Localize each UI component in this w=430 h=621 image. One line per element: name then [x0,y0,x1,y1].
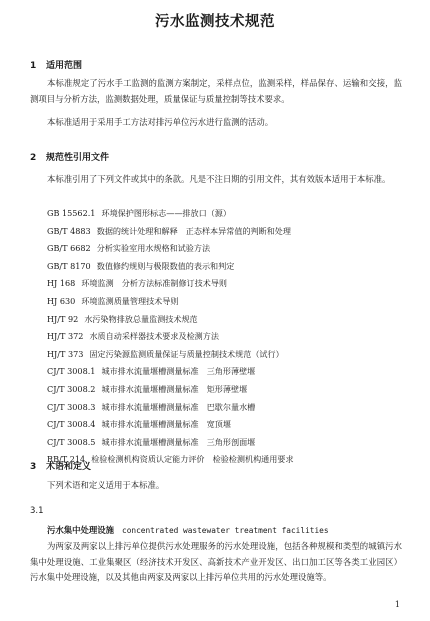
reference-code: CJ/T 3008.4 [47,419,96,430]
reference-title: 水污染物排放总量监测技术规范 [84,313,198,324]
reference-item [47,261,234,272]
page-title: 污水监测技术规范 [155,14,275,30]
reference-item [47,278,227,289]
reference-title: 城市排水流量堰槽测量标准 矩形薄壁堰 [101,384,248,394]
reference-code: HJ 168 [47,278,76,289]
reference-title: 分析实验室用水规格和试验方法 [96,243,211,254]
term-chinese: 污水集中处理设施 [47,525,114,535]
reference-item [47,314,198,325]
term-entry [47,524,329,536]
reference-title: 环境监测 分析方法标准制修订技术导则 [81,278,228,289]
reference-item [47,349,284,360]
reference-item [47,243,210,254]
reference-item [47,296,178,307]
reference-title: 数据的统计处理和解释 正态样本异常值的判断和处理 [96,225,291,236]
reference-title: 城市排水流量堰槽测量标准 三角形剖面堰 [101,436,256,447]
page-number: 1 [394,600,400,609]
term-definition: 为两家及两家以上排污单位提供污水处理服务的污水处理设施，包括各种规模和类型的城镇污水集中处理设施、工业集聚区（经济技术开发区、高新技术产业开发区、出口加工区等各类工业园区）污水集中处理设施，以及其他由两家及两家以上排污单位共用的污水处理设施等。 [30,541,402,582]
reference-code: GB/T 8170 [47,260,91,271]
reference-title: 数值修约规则与极限数值的表示和判定 [96,260,235,271]
reference-item [47,366,255,377]
reference-item [47,208,231,219]
reference-item [47,226,291,237]
reference-item [47,402,255,413]
reference-code: CJ/T 3008.3 [47,401,96,412]
section-title: 规范性引用文件 [46,153,110,163]
reference-title: 水质自动采样器技术要求及检测方法 [89,331,219,342]
reference-code: GB/T 4883 [47,225,91,236]
section-number: 1 [30,61,37,71]
section-heading-1 [30,58,82,71]
reference-title: 环境保护图形标志——排放口（源） [101,208,231,218]
section-title: 适用范围 [46,61,83,71]
reference-code: CJ/T 3008.1 [47,366,96,377]
paragraph: 下列术语和定义适用于本标准。 [47,480,165,490]
reference-code: GB/T 6682 [47,243,91,254]
reference-code: CJ/T 3008.5 [47,436,96,447]
reference-title: 环境监测质量管理技术导则 [81,296,179,306]
reference-item [47,419,231,430]
section-number: 2 [30,153,37,163]
term-number: 3.1 [30,506,44,516]
reference-title: 检验检测机构资质认定能力评价 检验检测机构通用要求 [91,454,294,465]
section-title: 术语和定义 [46,462,92,472]
section-number: 3 [30,462,37,472]
reference-code: HJ/T 373 [47,348,84,359]
reference-title: 城市排水流量堰槽测量标准 宽顶堰 [101,419,231,430]
paragraph: 本标准引用了下列文件或其中的条款。凡是不注日期的引用文件，其有效版本适用于本标准。 [47,174,391,184]
reference-item [47,384,247,395]
paragraph: 本标准适用于采用手工方法对排污单位污水进行监测的活动。 [47,117,274,127]
paragraph: 本标准规定了污水手工监测的监测方案制定，采样点位，监测采样，样品保存、运输和交接，监测项目与分析方法，监测数据处理，质量保证与质量控制等技术要求。 [30,78,402,104]
term-english: concentrated wastewater treatment facilities [122,526,329,535]
reference-item [47,331,219,342]
section-heading-2 [30,150,109,163]
reference-code: RB/T 214 [47,454,86,465]
reference-code: CJ/T 3008.2 [47,384,96,394]
section-heading-3 [30,459,91,472]
reference-code: HJ/T 372 [47,331,84,342]
reference-code: GB 15562.1 [47,208,96,218]
reference-title: 城市排水流量堰槽测量标准 巴歇尔量水槽 [101,401,256,412]
reference-item [47,437,255,448]
reference-code: HJ 630 [47,296,76,306]
reference-title: 城市排水流量堰槽测量标准 三角形薄壁堰 [101,366,256,377]
reference-title: 固定污染源监测质量保证与质量控制技术规范（试行） [89,348,284,359]
reference-code: HJ/T 92 [47,313,79,324]
